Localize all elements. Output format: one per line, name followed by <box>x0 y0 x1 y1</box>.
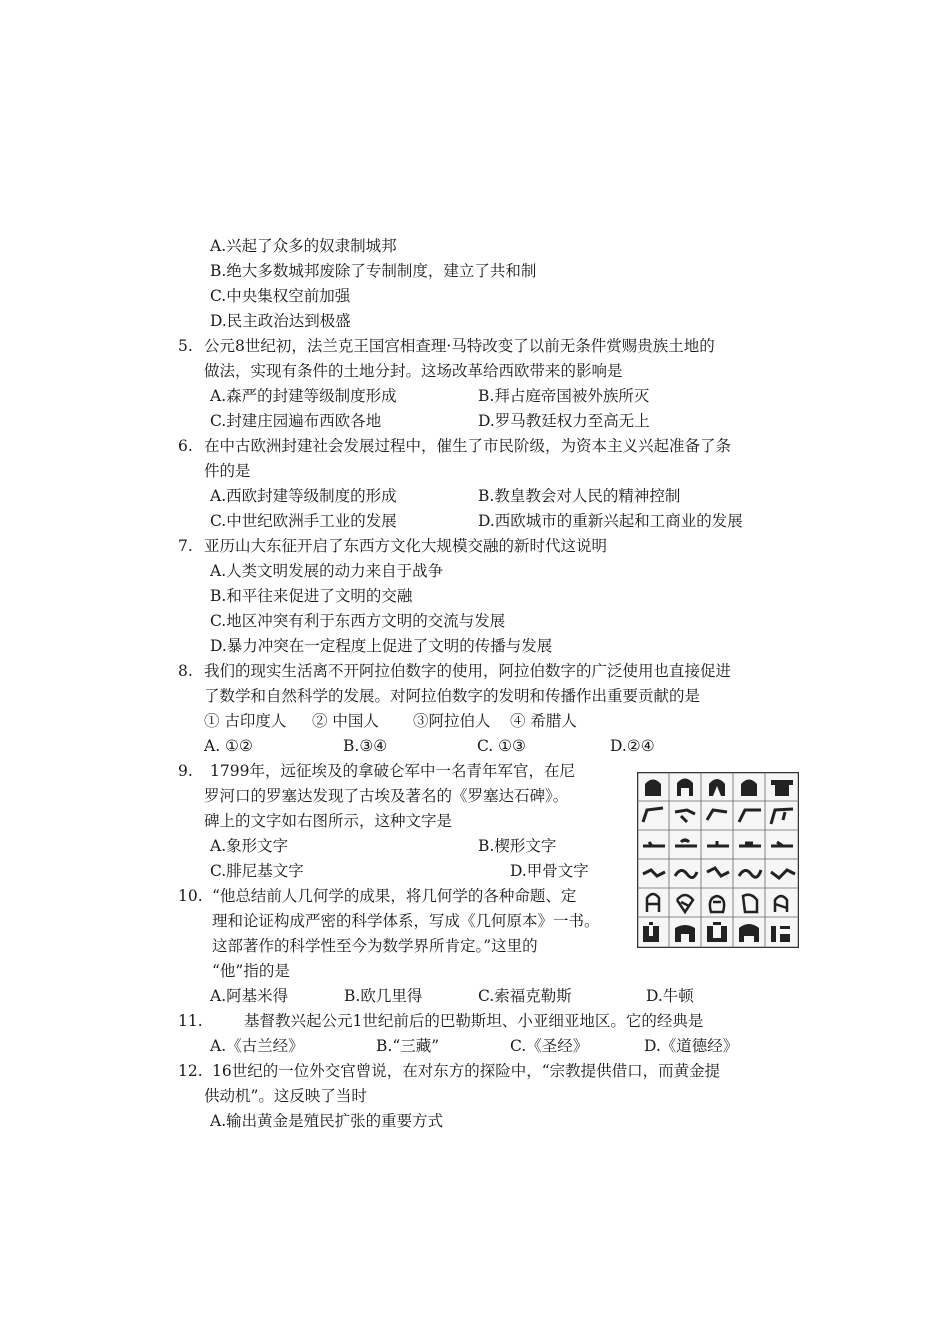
q9-stem-line-2: 罗河口的罗塞达发现了古埃及著名的《罗塞达石碑》。 <box>204 787 569 805</box>
q5-stem-line-1: 公元8世纪初，法兰克王国宫相查理·马特改变了以前无条件赏赐贵族土地的 <box>204 337 715 355</box>
q10-option-a: A.阿基米得 <box>210 987 289 1005</box>
q8-option-c: C. ①③ <box>477 737 526 755</box>
q8-item-2: ② 中国人 <box>312 712 379 730</box>
q4-option-c: C.中央集权空前加强 <box>210 287 351 305</box>
q8-option-d: D.②④ <box>610 737 655 755</box>
q10-option-b: B.欧几里得 <box>344 987 423 1005</box>
q11-option-a: A.《古兰经》 <box>210 1037 304 1055</box>
q9-stem-line-1: 1799年，远征埃及的拿破仑军中一名青年军官，在尼 <box>210 762 575 780</box>
q6-stem-line-1: 在中古欧洲封建社会发展过程中，催生了市民阶级，为资本主义兴起准备了条 <box>204 437 732 455</box>
q9-stem-line-3: 碑上的文字如右图所示，这种文字是 <box>204 812 453 830</box>
q8-option-a: A. ①② <box>204 737 253 755</box>
q11-option-b: B.“三藏” <box>376 1037 440 1055</box>
q10-number: 10. <box>178 887 203 905</box>
q6-number: 6. <box>178 437 193 455</box>
q12-stem-line-1: 16世纪的一位外交官曾说，在对东方的探险中，“宗教提供借口，而黄金提 <box>212 1062 721 1080</box>
q12-number: 12. <box>178 1062 203 1080</box>
q5-option-d: D.罗马教廷权力至高无上 <box>478 412 650 430</box>
q10-stem-line-2: 理和论证构成严密的科学体系，写成《几何原本》一书。 <box>212 912 600 930</box>
q7-option-c: C.地区冲突有利于东西方文明的交流与发展 <box>210 612 506 630</box>
q11-stem-line-1: 基督教兴起公元1世纪前后的巴勒斯坦、小亚细亚地区。它的经典是 <box>244 1012 704 1030</box>
q11-option-d: D.《道德经》 <box>644 1037 739 1055</box>
q12-stem-line-2: 供动机”。这反映了当时 <box>204 1087 367 1105</box>
q5-option-b: B.拜占庭帝国被外族所灭 <box>478 387 650 405</box>
q6-option-b: B.教皇教会对人民的精神控制 <box>478 487 681 505</box>
q6-option-d: D.西欧城市的重新兴起和工商业的发展 <box>478 512 743 530</box>
q6-option-a: A.西欧封建等级制度的形成 <box>210 487 397 505</box>
q11-option-c: C.《圣经》 <box>510 1037 589 1055</box>
q10-option-d: D.牛顿 <box>646 987 694 1005</box>
rosetta-stone-figure <box>637 772 799 948</box>
q5-stem-line-2: 做法，实现有条件的土地分封。这场改革给西欧带来的影响是 <box>204 362 623 380</box>
q7-number: 7. <box>178 537 193 555</box>
q7-option-d: D.暴力冲突在一定程度上促进了文明的传播与发展 <box>210 637 553 655</box>
q9-option-d: D.甲骨文字 <box>510 862 589 880</box>
q9-option-b: B.楔形文字 <box>478 837 557 855</box>
q12-option-a: A.输出黄金是殖民扩张的重要方式 <box>210 1112 444 1130</box>
q9-option-c: C.腓尼基文字 <box>210 862 304 880</box>
q8-stem-line-2: 了数学和自然科学的发展。对阿拉伯数字的发明和传播作出重要贡献的是 <box>204 687 701 705</box>
q11-number: 11. <box>178 1012 203 1030</box>
q5-option-a: A.森严的封建等级制度形成 <box>210 387 397 405</box>
q8-number: 8. <box>178 662 193 680</box>
q4-option-b: B.绝大多数城邦废除了专制制度，建立了共和制 <box>210 262 537 280</box>
q7-stem-line-1: 亚历山大东征开启了东西方文化大规模交融的新时代这说明 <box>204 537 608 555</box>
q7-option-a: A.人类文明发展的动力来自于战争 <box>210 562 444 580</box>
q7-option-b: B.和平往来促进了文明的交融 <box>210 587 413 605</box>
q9-option-a: A.象形文字 <box>210 837 289 855</box>
q5-number: 5. <box>178 337 193 355</box>
q10-stem-line-1: “他总结前人几何学的成果，将几何学的各种命题、定 <box>212 887 577 905</box>
q8-item-1: ① 古印度人 <box>204 712 287 730</box>
q8-option-b: B.③④ <box>343 737 388 755</box>
q10-stem-line-3: 这部著作的科学性至今为数学界所肯定。”这里的 <box>212 937 538 955</box>
q6-stem-line-2: 件的是 <box>204 462 251 480</box>
q8-stem-line-1: 我们的现实生活离不开阿拉伯数字的使用，阿拉伯数字的广泛使用也直接促进 <box>204 662 732 680</box>
q4-option-a: A.兴起了众多的奴隶制城邦 <box>210 237 397 255</box>
q9-number: 9. <box>178 762 193 780</box>
q8-item-4: ④ 希腊人 <box>510 712 577 730</box>
q6-option-c: C.中世纪欧洲手工业的发展 <box>210 512 397 530</box>
q10-stem-line-4: “他”指的是 <box>212 962 290 980</box>
q5-option-c: C.封建庄园遍布西欧各地 <box>210 412 382 430</box>
q8-item-3: ③阿拉伯人 <box>413 712 491 730</box>
q10-option-c: C.索福克勒斯 <box>478 987 572 1005</box>
q4-option-d: D.民主政治达到极盛 <box>210 312 351 330</box>
